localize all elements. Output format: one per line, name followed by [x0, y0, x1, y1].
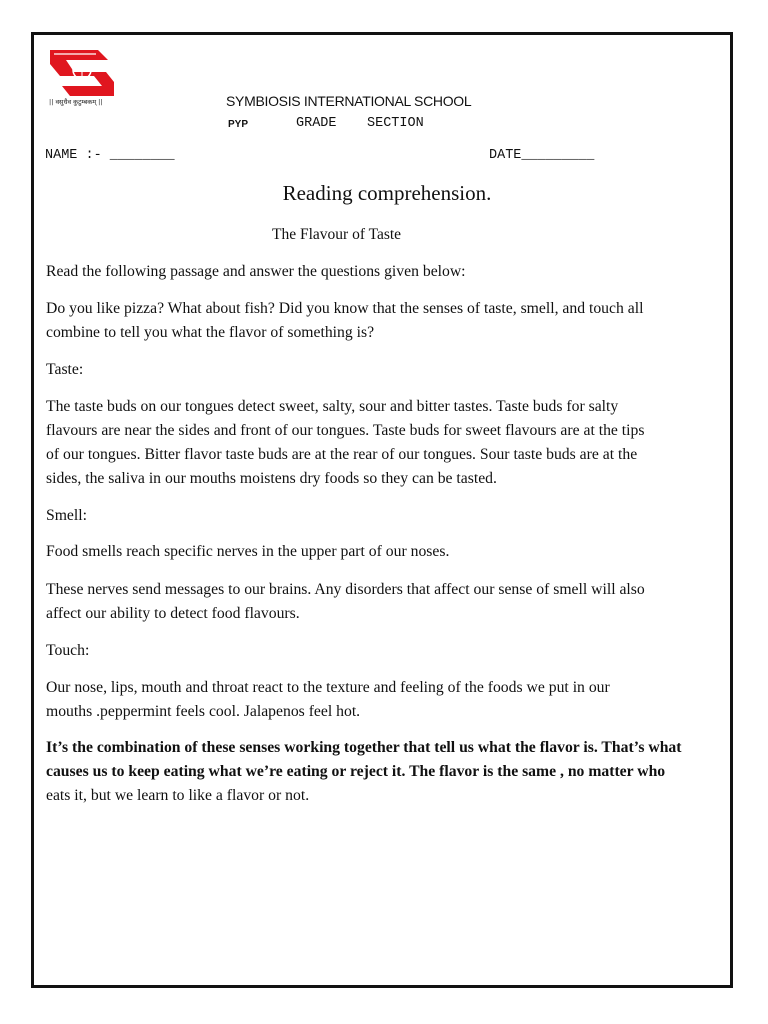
page-title: Reading comprehension.	[282, 181, 492, 205]
intro-line: Do you like pizza? What about fish? Did you know that the senses of taste, smell, and touch all	[46, 300, 644, 317]
program-label: PYP	[228, 119, 249, 130]
taste-heading: Taste:	[46, 361, 84, 378]
conclusion-line: eats it, but we learn to like a flavor or not.	[46, 787, 310, 804]
conclusion-line: causes us to keep eating what we’re eating or reject it. The flavor is the same , no matter who	[46, 763, 666, 780]
intro-paragraph	[46, 297, 736, 345]
instructions: Read the following passage and answer the questions given below:	[46, 263, 466, 280]
intro-line: combine to tell you what the flavor of something is?	[46, 324, 375, 341]
name-field[interactable]: NAME :- ________	[45, 148, 175, 163]
touch-line: Our nose, lips, mouth and throat react to the texture and feeling of the foods we put in our	[46, 679, 610, 696]
taste-line: flavours are near the sides and front of our tongues. Taste buds for sweet flavours are at the tips	[46, 422, 645, 439]
passage-title: The Flavour of Taste	[272, 226, 402, 243]
taste-paragraph	[46, 395, 736, 491]
section-label: SECTION	[367, 116, 424, 131]
smell-line: These nerves send messages to our brains. Any disorders that affect our sense of smell will also	[46, 581, 645, 598]
conclusion-line: It’s the combination of these senses working together that tell us what the flavor is. That’s what	[46, 739, 682, 756]
conclusion-paragraph	[46, 736, 736, 808]
touch-paragraph	[46, 676, 736, 724]
smell-heading: Smell:	[46, 507, 87, 524]
touch-line: mouths .peppermint feels cool. Jalapenos feel hot.	[46, 703, 361, 720]
smell-line: affect our ability to detect food flavours.	[46, 605, 300, 622]
grade-label: GRADE	[296, 116, 337, 131]
smell-paragraph-1: Food smells reach specific nerves in the upper part of our noses.	[46, 543, 450, 560]
touch-heading: Touch:	[46, 642, 90, 659]
logo-tagline: || वसुधैव कुटुम्बकम् ||	[49, 98, 103, 106]
taste-line: sides, the saliva in our mouths moistens dry foods so they can be tasted.	[46, 470, 497, 487]
taste-line: of our tongues. Bitter flavor taste buds are at the rear of our tongues. Sour taste buds are at the	[46, 446, 638, 463]
taste-line: The taste buds on our tongues detect sweet, salty, sour and bitter tastes. Taste buds for salty	[46, 398, 619, 415]
smell-paragraph-2	[46, 578, 736, 626]
school-name: SYMBIOSIS INTERNATIONAL SCHOOL	[226, 93, 472, 109]
date-field[interactable]: DATE_________	[489, 148, 595, 163]
